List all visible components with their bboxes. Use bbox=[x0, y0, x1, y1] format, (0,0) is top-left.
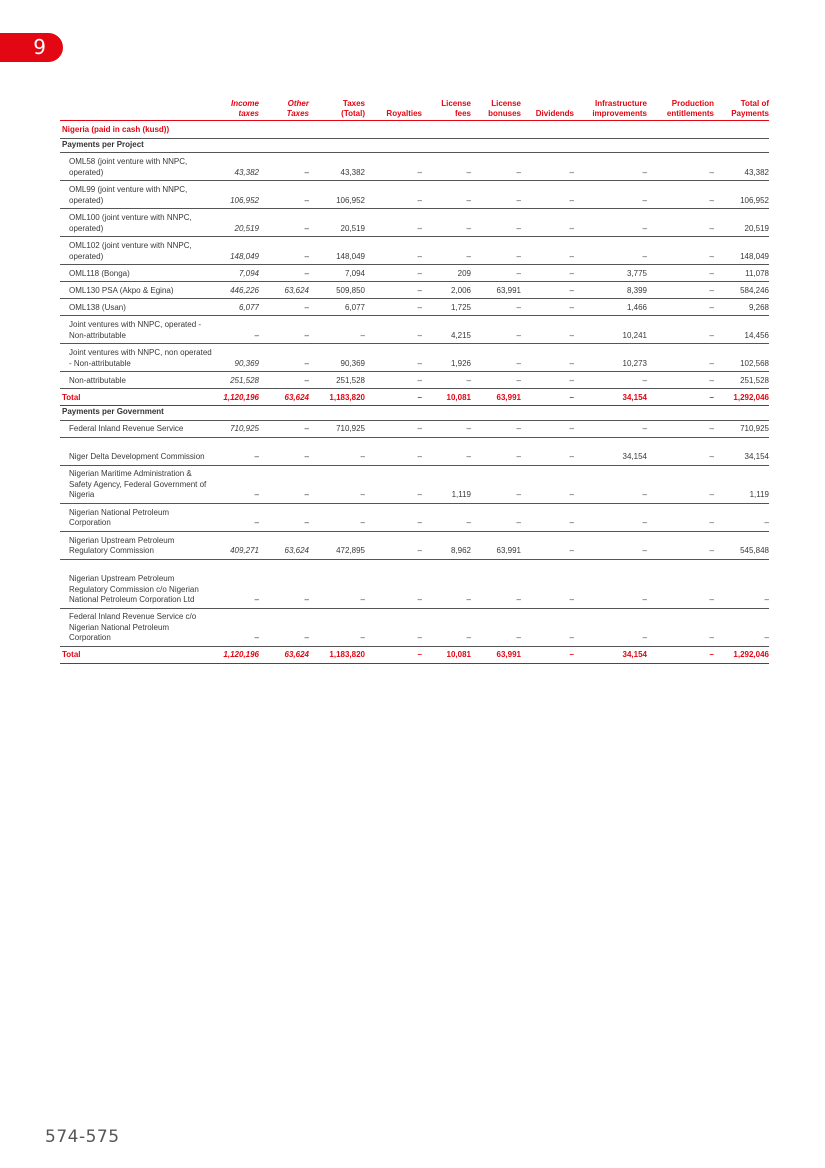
value-cell: – bbox=[574, 608, 647, 646]
table-row bbox=[60, 316, 769, 344]
value-cell: – bbox=[309, 608, 365, 646]
government-heading: Payments per Government bbox=[60, 406, 769, 421]
value-cell: – bbox=[365, 316, 422, 344]
value-cell: – bbox=[259, 608, 309, 646]
value-cell: – bbox=[212, 503, 259, 531]
row-label: Joint ventures with NNPC, non operated - Non-attributable bbox=[60, 344, 212, 372]
value-cell: – bbox=[259, 437, 309, 465]
value-cell: – bbox=[365, 531, 422, 559]
header-income-taxes: Income taxes bbox=[212, 99, 259, 121]
value-cell: – bbox=[521, 153, 574, 181]
value-cell: – bbox=[521, 181, 574, 209]
value-cell: – bbox=[471, 316, 521, 344]
value-cell: 90,369 bbox=[309, 344, 365, 372]
value-cell: – bbox=[521, 503, 574, 531]
value-cell: 10,081 bbox=[422, 646, 471, 663]
value-cell: – bbox=[471, 437, 521, 465]
table-row bbox=[60, 153, 769, 181]
value-cell: 148,049 bbox=[212, 237, 259, 265]
value-cell: 7,094 bbox=[309, 265, 365, 282]
value-cell: – bbox=[471, 209, 521, 237]
value-cell: 1,119 bbox=[422, 465, 471, 503]
row-label: Nigerian National Petroleum Corporation bbox=[60, 503, 212, 531]
value-cell: 106,952 bbox=[714, 181, 769, 209]
value-cell: – bbox=[365, 299, 422, 316]
value-cell: – bbox=[259, 559, 309, 608]
value-cell: – bbox=[365, 559, 422, 608]
value-cell: 6,077 bbox=[309, 299, 365, 316]
government-heading-row bbox=[60, 406, 769, 421]
value-cell: – bbox=[574, 372, 647, 389]
header-label-cell bbox=[60, 99, 212, 121]
value-cell: – bbox=[714, 503, 769, 531]
value-cell: – bbox=[574, 465, 647, 503]
value-cell: 63,991 bbox=[471, 646, 521, 663]
value-cell: – bbox=[471, 420, 521, 437]
value-cell: – bbox=[521, 372, 574, 389]
table-row bbox=[60, 265, 769, 282]
value-cell: – bbox=[309, 559, 365, 608]
value-cell: 6,077 bbox=[212, 299, 259, 316]
row-label: OML118 (Bonga) bbox=[60, 265, 212, 282]
value-cell: – bbox=[471, 153, 521, 181]
row-label: OML130 PSA (Akpo & Egina) bbox=[60, 282, 212, 299]
value-cell: – bbox=[259, 181, 309, 209]
value-cell: – bbox=[521, 209, 574, 237]
value-cell: – bbox=[647, 465, 714, 503]
header-royalties: Royalties bbox=[365, 99, 422, 121]
value-cell: 8,962 bbox=[422, 531, 471, 559]
value-cell: – bbox=[365, 181, 422, 209]
value-cell: – bbox=[422, 237, 471, 265]
row-label: OML138 (Usan) bbox=[60, 299, 212, 316]
value-cell: – bbox=[259, 153, 309, 181]
row-label: Joint ventures with NNPC, operated - Non-attributable bbox=[60, 316, 212, 344]
value-cell: – bbox=[521, 646, 574, 663]
value-cell: 9,268 bbox=[714, 299, 769, 316]
value-cell: – bbox=[647, 265, 714, 282]
value-cell: – bbox=[574, 237, 647, 265]
row-label: Niger Delta Development Commission bbox=[60, 437, 212, 465]
value-cell: 710,925 bbox=[309, 420, 365, 437]
project-heading-row bbox=[60, 138, 769, 153]
value-cell: – bbox=[365, 646, 422, 663]
value-cell: 1,292,046 bbox=[714, 389, 769, 406]
value-cell: – bbox=[574, 209, 647, 237]
table-row bbox=[60, 282, 769, 299]
value-cell: 1,725 bbox=[422, 299, 471, 316]
value-cell: – bbox=[259, 465, 309, 503]
row-label: OML102 (joint venture with NNPC, operated) bbox=[60, 237, 212, 265]
value-cell: – bbox=[647, 282, 714, 299]
value-cell: 148,049 bbox=[714, 237, 769, 265]
table-row bbox=[60, 181, 769, 209]
value-cell: – bbox=[365, 465, 422, 503]
value-cell: – bbox=[647, 181, 714, 209]
row-label: Federal Inland Revenue Service bbox=[60, 420, 212, 437]
value-cell: – bbox=[647, 608, 714, 646]
value-cell: 14,456 bbox=[714, 316, 769, 344]
value-cell: 63,624 bbox=[259, 282, 309, 299]
value-cell: – bbox=[471, 299, 521, 316]
value-cell: – bbox=[259, 503, 309, 531]
value-cell: 43,382 bbox=[212, 153, 259, 181]
value-cell: – bbox=[521, 282, 574, 299]
value-cell: – bbox=[422, 181, 471, 209]
value-cell: – bbox=[471, 181, 521, 209]
value-cell: – bbox=[647, 503, 714, 531]
value-cell: – bbox=[714, 608, 769, 646]
row-label: OML100 (joint venture with NNPC, operated) bbox=[60, 209, 212, 237]
value-cell: – bbox=[471, 344, 521, 372]
value-cell: 11,078 bbox=[714, 265, 769, 282]
value-cell: – bbox=[422, 559, 471, 608]
value-cell: – bbox=[521, 437, 574, 465]
value-cell: – bbox=[521, 344, 574, 372]
value-cell: – bbox=[647, 237, 714, 265]
header-infrastructure: Infrastructure improvements bbox=[574, 99, 647, 121]
value-cell: 409,271 bbox=[212, 531, 259, 559]
value-cell: – bbox=[471, 465, 521, 503]
value-cell: 10,273 bbox=[574, 344, 647, 372]
value-cell: 20,519 bbox=[212, 209, 259, 237]
value-cell: 1,466 bbox=[574, 299, 647, 316]
value-cell: – bbox=[422, 420, 471, 437]
value-cell: – bbox=[647, 437, 714, 465]
value-cell: 34,154 bbox=[714, 437, 769, 465]
value-cell: – bbox=[212, 465, 259, 503]
row-label: OML99 (joint venture with NNPC, operated) bbox=[60, 181, 212, 209]
value-cell: 1,120,196 bbox=[212, 389, 259, 406]
value-cell: 102,568 bbox=[714, 344, 769, 372]
value-cell: – bbox=[714, 559, 769, 608]
value-cell: – bbox=[365, 437, 422, 465]
value-cell: 1,119 bbox=[714, 465, 769, 503]
value-cell: 545,848 bbox=[714, 531, 769, 559]
value-cell: 34,154 bbox=[574, 389, 647, 406]
table-row bbox=[60, 344, 769, 372]
value-cell: – bbox=[365, 372, 422, 389]
value-cell: – bbox=[422, 153, 471, 181]
table-row bbox=[60, 237, 769, 265]
value-cell: – bbox=[365, 209, 422, 237]
value-cell: – bbox=[422, 608, 471, 646]
project-heading: Payments per Project bbox=[60, 138, 769, 153]
value-cell: – bbox=[647, 372, 714, 389]
value-cell: 1,926 bbox=[422, 344, 471, 372]
chapter-tab-badge: 9 bbox=[0, 33, 63, 62]
value-cell: – bbox=[521, 389, 574, 406]
section-title-row bbox=[60, 121, 769, 139]
value-cell: – bbox=[422, 372, 471, 389]
value-cell: 584,246 bbox=[714, 282, 769, 299]
value-cell: – bbox=[365, 389, 422, 406]
value-cell: – bbox=[212, 608, 259, 646]
value-cell: 1,292,046 bbox=[714, 646, 769, 663]
value-cell: 63,624 bbox=[259, 646, 309, 663]
value-cell: – bbox=[521, 420, 574, 437]
value-cell: – bbox=[309, 465, 365, 503]
value-cell: – bbox=[259, 372, 309, 389]
value-cell: – bbox=[521, 299, 574, 316]
value-cell: – bbox=[647, 420, 714, 437]
table-row bbox=[60, 299, 769, 316]
value-cell: 148,049 bbox=[309, 237, 365, 265]
table-row bbox=[60, 608, 769, 646]
value-cell: 472,895 bbox=[309, 531, 365, 559]
value-cell: – bbox=[365, 153, 422, 181]
value-cell: – bbox=[471, 237, 521, 265]
value-cell: 710,925 bbox=[714, 420, 769, 437]
value-cell: – bbox=[471, 559, 521, 608]
value-cell: 90,369 bbox=[212, 344, 259, 372]
value-cell: – bbox=[574, 559, 647, 608]
value-cell: 251,528 bbox=[212, 372, 259, 389]
row-label: Total bbox=[60, 646, 212, 663]
value-cell: 3,775 bbox=[574, 265, 647, 282]
value-cell: – bbox=[574, 153, 647, 181]
value-cell: – bbox=[574, 503, 647, 531]
row-label: Federal Inland Revenue Service c/o Nigerian National Petroleum Corporation bbox=[60, 608, 212, 646]
header-row bbox=[60, 99, 769, 121]
value-cell: – bbox=[521, 465, 574, 503]
value-cell: – bbox=[212, 437, 259, 465]
value-cell: – bbox=[259, 209, 309, 237]
value-cell: – bbox=[521, 316, 574, 344]
payments-table bbox=[60, 99, 769, 664]
row-label: Nigerian Upstream Petroleum Regulatory Commission c/o Nigerian National Petroleum Corporation Ltd bbox=[60, 559, 212, 608]
value-cell: – bbox=[647, 389, 714, 406]
value-cell: – bbox=[365, 420, 422, 437]
header-taxes-total: Taxes (Total) bbox=[309, 99, 365, 121]
value-cell: – bbox=[309, 503, 365, 531]
value-cell: – bbox=[259, 237, 309, 265]
value-cell: – bbox=[259, 299, 309, 316]
table-row bbox=[60, 437, 769, 465]
header-production: Production entitlements bbox=[647, 99, 714, 121]
value-cell: – bbox=[471, 372, 521, 389]
value-cell: 63,624 bbox=[259, 389, 309, 406]
value-cell: 8,399 bbox=[574, 282, 647, 299]
value-cell: 4,215 bbox=[422, 316, 471, 344]
value-cell: 2,006 bbox=[422, 282, 471, 299]
value-cell: – bbox=[647, 344, 714, 372]
value-cell: – bbox=[647, 559, 714, 608]
value-cell: – bbox=[647, 153, 714, 181]
value-cell: – bbox=[365, 265, 422, 282]
value-cell: 63,991 bbox=[471, 531, 521, 559]
value-cell: – bbox=[574, 531, 647, 559]
value-cell: 43,382 bbox=[309, 153, 365, 181]
value-cell: – bbox=[259, 420, 309, 437]
value-cell: – bbox=[647, 531, 714, 559]
table-row bbox=[60, 209, 769, 237]
row-label: Total bbox=[60, 389, 212, 406]
value-cell: – bbox=[647, 316, 714, 344]
value-cell: 63,991 bbox=[471, 282, 521, 299]
value-cell: – bbox=[259, 265, 309, 282]
section-title: Nigeria (paid in cash (kusd)) bbox=[60, 121, 769, 139]
header-other-taxes: Other Taxes bbox=[259, 99, 309, 121]
row-label: OML58 (joint venture with NNPC, operated) bbox=[60, 153, 212, 181]
value-cell: – bbox=[309, 437, 365, 465]
table-row bbox=[60, 503, 769, 531]
value-cell: – bbox=[521, 265, 574, 282]
value-cell: – bbox=[422, 209, 471, 237]
value-cell: 251,528 bbox=[714, 372, 769, 389]
table-row bbox=[60, 465, 769, 503]
value-cell: – bbox=[574, 420, 647, 437]
value-cell: – bbox=[422, 503, 471, 531]
value-cell: 34,154 bbox=[574, 646, 647, 663]
value-cell: 10,241 bbox=[574, 316, 647, 344]
value-cell: 10,081 bbox=[422, 389, 471, 406]
value-cell: – bbox=[422, 437, 471, 465]
value-cell: 106,952 bbox=[309, 181, 365, 209]
value-cell: 710,925 bbox=[212, 420, 259, 437]
value-cell: – bbox=[647, 209, 714, 237]
value-cell: 1,120,196 bbox=[212, 646, 259, 663]
value-cell: 7,094 bbox=[212, 265, 259, 282]
row-label: Non-attributable bbox=[60, 372, 212, 389]
value-cell: 209 bbox=[422, 265, 471, 282]
value-cell: 43,382 bbox=[714, 153, 769, 181]
value-cell: 1,183,820 bbox=[309, 646, 365, 663]
value-cell: 251,528 bbox=[309, 372, 365, 389]
value-cell: – bbox=[212, 559, 259, 608]
value-cell: – bbox=[365, 503, 422, 531]
value-cell: – bbox=[365, 344, 422, 372]
row-label: Nigerian Maritime Administration & Safety Agency, Federal Government of Nigeria bbox=[60, 465, 212, 503]
total-row bbox=[60, 646, 769, 663]
table-row bbox=[60, 531, 769, 559]
value-cell: – bbox=[521, 237, 574, 265]
table-row bbox=[60, 372, 769, 389]
value-cell: – bbox=[212, 316, 259, 344]
value-cell: – bbox=[365, 608, 422, 646]
value-cell: – bbox=[471, 608, 521, 646]
value-cell: 20,519 bbox=[309, 209, 365, 237]
value-cell: 20,519 bbox=[714, 209, 769, 237]
page-numbers: 574-575 bbox=[45, 1127, 120, 1147]
header-dividends: Dividends bbox=[521, 99, 574, 121]
header-license-bonuses: License bonuses bbox=[471, 99, 521, 121]
header-total-payments: Total of Payments bbox=[714, 99, 769, 121]
value-cell: 63,991 bbox=[471, 389, 521, 406]
value-cell: – bbox=[365, 282, 422, 299]
value-cell: – bbox=[259, 344, 309, 372]
value-cell: 34,154 bbox=[574, 437, 647, 465]
value-cell: 446,226 bbox=[212, 282, 259, 299]
value-cell: 106,952 bbox=[212, 181, 259, 209]
value-cell: – bbox=[521, 608, 574, 646]
value-cell: 509,850 bbox=[309, 282, 365, 299]
table-row bbox=[60, 420, 769, 437]
value-cell: – bbox=[647, 299, 714, 316]
value-cell: – bbox=[521, 559, 574, 608]
value-cell: 1,183,820 bbox=[309, 389, 365, 406]
value-cell: – bbox=[471, 503, 521, 531]
header-license-fees: License fees bbox=[422, 99, 471, 121]
value-cell: 63,624 bbox=[259, 531, 309, 559]
value-cell: – bbox=[521, 531, 574, 559]
value-cell: – bbox=[647, 646, 714, 663]
table-row bbox=[60, 559, 769, 608]
value-cell: – bbox=[574, 181, 647, 209]
row-label: Nigerian Upstream Petroleum Regulatory Commission bbox=[60, 531, 212, 559]
value-cell: – bbox=[471, 265, 521, 282]
value-cell: – bbox=[309, 316, 365, 344]
value-cell: – bbox=[365, 237, 422, 265]
value-cell: – bbox=[259, 316, 309, 344]
total-row bbox=[60, 389, 769, 406]
